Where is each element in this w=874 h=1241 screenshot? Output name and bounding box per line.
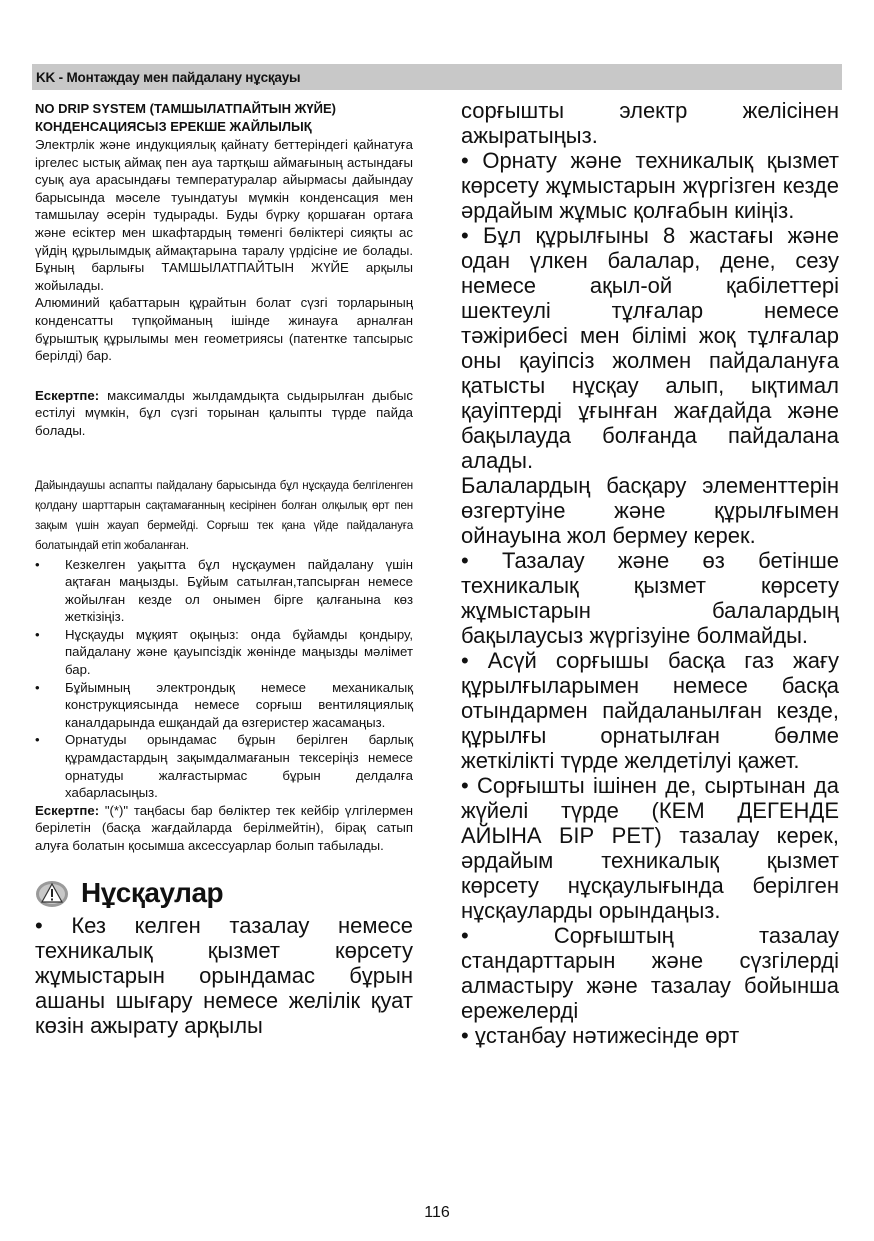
paragraph: Балалардың басқару элементтерін өзгертуіне және құрылғымен ойнауына жол бермеу керек.: [461, 473, 839, 548]
bullet-icon: •: [35, 679, 40, 695]
note-accessories: [35, 802, 413, 855]
right-column: [461, 98, 839, 1048]
paragraph: • Асүй сорғышы басқа газ жағу құрылғыларымен немесе басқа отындармен пайдаланылған кезде, құрылғы орнатылған бөлме жеткілікті түрде желдетілуі қажет.: [461, 648, 839, 773]
bullet-icon: •: [35, 626, 40, 642]
paragraph: • Бұл құрылғыны 8 жастағы және одан үлкен балалар, дене, сезу немесе ақыл-ой қабілеттері шектеулі тұлғалар немесе тәжірибесі мен білімі жоқ тұлғалар оны қауіпсіз жолмен пайдалануға қатысты нұсқау алып, ықтимал қауіптерді ұғынған жағдайда және бақылауда болғанда пайдалана алады.: [461, 223, 839, 473]
note-text: максималды жылдамдықта сыдырылған дыбыс естілуі мүмкін, бұл сүзгі торынан қалыпты түрде пайда болады.: [35, 387, 413, 438]
note-speed: [35, 387, 413, 440]
paragraph: • ұстанбау нәтижесінде өрт: [461, 1023, 740, 1048]
list-item: • Нұсқауды мұқият оқыңыз: онда бұйамды қондыру, пайдалану және қауыпсіздік жөнінде маңызды мәлімет бар.: [35, 626, 413, 678]
bullet-icon: •: [35, 732, 40, 748]
header-title: KK - Монтаждау мен пайдалану нұсқауы: [36, 70, 301, 85]
document-header: [32, 64, 842, 90]
note-text: "(*)" таңбасы бар бөліктер тек кейбір үлгілермен берілетін (басқа жағдайларда берілмейтін), бірақ сатып алуға болатын қосымша аксессуарлар болып табылады.: [35, 802, 413, 853]
section-title-line-1: NO DRIP SYSTEM (ТАМШЫЛАТПАЙТЫН ЖҮЙЕ): [35, 101, 336, 116]
warning-icon: [35, 878, 69, 908]
page-number: 116: [424, 1204, 450, 1221]
paragraph: • Орнату және техникалық қызмет көрсету жұмыстарын жүргізген кезде әрдайым жұмыс қолғабын киіңіз.: [461, 148, 839, 223]
list-item: • Бұйымның электрондық немесе механикалық конструкциясында немесе сорғыш вентиляциялық каналдарында ешқандай да өзгеристер жасамаңыз.: [35, 679, 413, 730]
paragraph: • Сорғыштың тазалау стандарттарын және сүзгілерді алмастыру және тазалау бойынша ережелерді: [461, 923, 839, 1023]
safety-bullet-list: [35, 556, 413, 802]
left-column: [35, 100, 413, 1039]
list-item: • Кезкелген уақытта бұл нұсқаумен пайдалану үшін ақтаған маңызды. Бұйым сатылған,тапсырған немесе жойылған кезде ол онымен бірге қалғанына көз жеткізіңіз.: [35, 556, 413, 625]
list-item: • Орнатуды орындамас бұрын берілген барлық құрамдастардың зақымдалмағанын тексеріңіз немесе орнатуды жалғастырмас бұрын делдалға хабарласыңыз.: [35, 732, 413, 801]
note-label: Ескертпе:: [35, 387, 100, 403]
bullet-icon: •: [35, 556, 40, 572]
no-drip-paragraph: Электрлік және индукциялық қайнату беттеріндегі қайнатуға іргелес ыстық аймақ пен ауа тартқыш аймағының астындағы суық ауа арасындағы температуралар айырмасы дайындау барысында мәселе туындатуы мүмкін конденсация мен тамшылау әсерін тудырады. Буды бүрку қоршаған ортаға және есіктер мен шкафтардың төменгі бөліктері сияқты ас үйдің құрылымдық аймақтарына таралу үрдісіне ие болады. Бұның барлығы ТАМШЫЛАТПАЙТЫН ЖҮЙЕ арқылы жойылады.: [35, 137, 413, 293]
paragraph: сорғышты электр желісінен ажыратыңыз.: [461, 98, 839, 148]
note-label: Ескертпе:: [35, 802, 100, 818]
filter-paragraph: Алюминий қабаттарын құрайтын болат сүзгі торларының конденсатты түпқойманың ішінде жинауға арналған бұрыштық құрылымы мен геометриясы (патентке тапсырыс берілді) бар.: [35, 295, 413, 364]
paragraph: • Тазалау және өз бетінше техникалық қызмет көрсету жұмыстарын балалардың бақылаусыз жүргізуіне болмайды.: [461, 548, 839, 648]
instructions-heading: [35, 873, 413, 913]
paragraph: • Сорғышты ішінен де, сыртынан да жүйелі түрде (КЕМ ДЕГЕНДЕ АЙЫНА БІР РЕТ) тазалау керек, әрдайым техникалық қызмет көрсету нұсқаулығында берілген нұсқауларды орындаңыз.: [461, 773, 839, 923]
disclaimer-paragraph: Дайындаушы аспапты пайдалану барысында бұл нұсқауда белгіленген қолдану шарттарын сақтамағанның кесірінен болған олқылық өрт пен зақым үшін жауап бермейді. Сорғыш тек қана үйде пайдалануға болатындай етіп жобаланған.: [35, 478, 413, 552]
instructions-paragraph: • Кез келген тазалау немесе техникалық қызмет көрсету жұмыстарын орындамас бұрын ашаны шығару немесе желілік қуат көзін ажырату арқылы: [35, 912, 413, 1039]
section-title-line-2: КОНДЕНСАЦИЯСЫЗ ЕРЕКШЕ ЖАЙЛЫЛЫҚ: [35, 119, 312, 134]
instructions-title: Нұсқаулар: [81, 876, 224, 908]
